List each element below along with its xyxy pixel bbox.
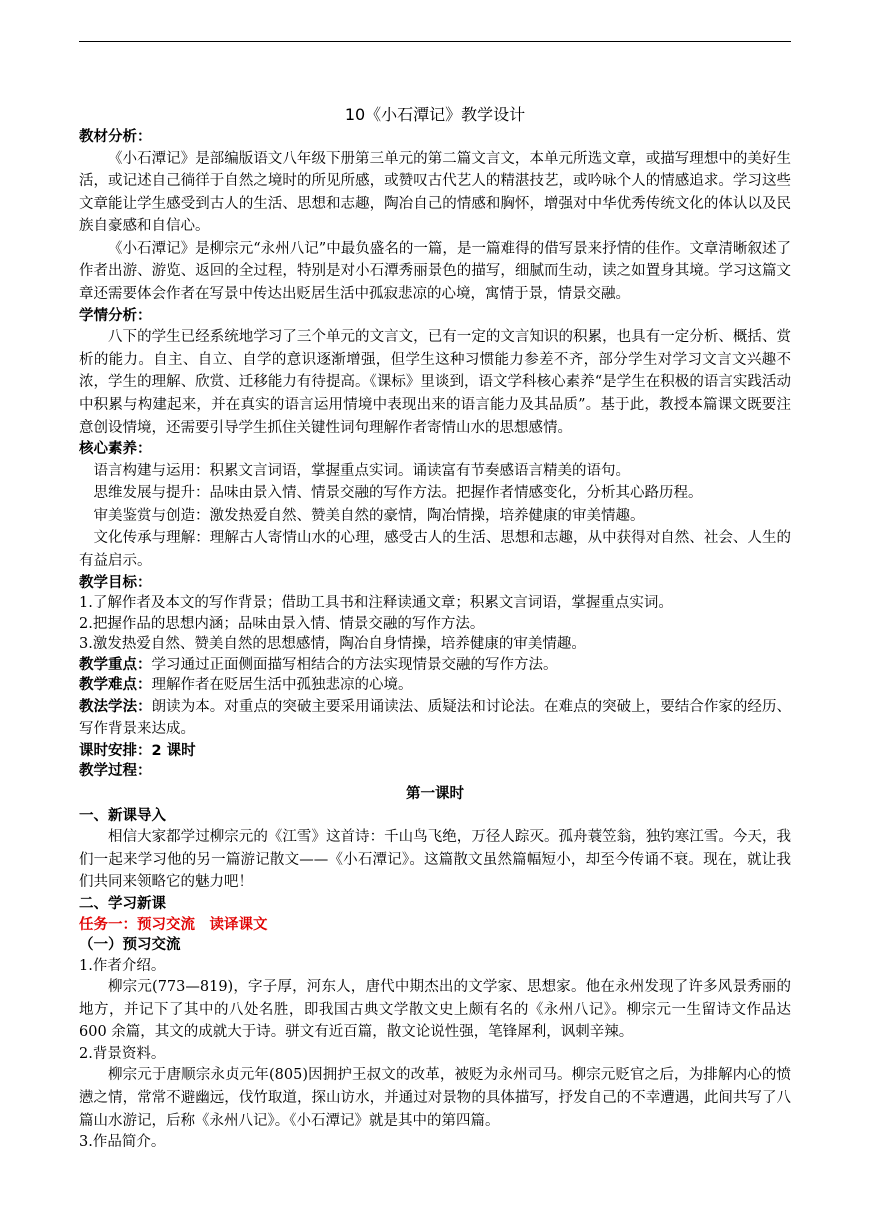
background-paragraph: 柳宗元于唐顺宗永贞元年(805)因拥护王叔文的改革，被贬为永州司马。柳宗元贬官之后，为排解内心的愤懑之情，常常不避幽远，伐竹取道，探山访水，并通过对景物的具体描写，抒发自己的不幸遭遇，此间共写了八篇山水游记，后称《永州八记》。《小石潭记》就是其中的第四篇。 bbox=[79, 1067, 791, 1129]
author-paragraph: 柳宗元(773—819)，字子厚，河东人，唐代中期杰出的文学家、思想家。他在永州发现了许多风景秀丽的地方，并记下了其中的八处名胜，即我国古典文学散文史上颇有名的《永州八记》。柳宗元一生留诗文作品达 600 余篇，其文的成就大于诗。骈文有近百篇，散文论说性强，笔锋犀利，讽刺辛辣。 bbox=[79, 979, 791, 1041]
intro-paragraph: 相信大家都学过柳宗元的《江雪》这首诗：千山鸟飞绝，万径人踪灭。孤舟蓑笠翁，独钓寒江雪。今天，我们一起来学习他的另一篇游记散文——《小石潭记》。这篇散文虽然篇幅短小，却至今传诵不衰。现在，就让我们共同来领略它的魅力吧！ bbox=[79, 829, 791, 891]
core-item-language: 语言构建与运用：积累文言词语，掌握重点实词。诵读富有节奏感语言精美的语句。 bbox=[93, 462, 630, 479]
hours-row bbox=[79, 741, 791, 762]
goal-item-1: 1.了解作者及本文的写作背景；借助工具书和注释读通文章；积累文言词语，掌握重点实词。 bbox=[79, 595, 673, 612]
lesson-1-heading: 第一课时 bbox=[406, 785, 464, 802]
key-point-text: 学习通过正面侧面描写相结合的方法实现情景交融的写作方法。 bbox=[151, 656, 558, 673]
goals-heading: 教学目标： bbox=[79, 574, 152, 591]
method-label: 教法学法： bbox=[79, 698, 152, 715]
students-heading: 学情分析： bbox=[79, 307, 152, 324]
materials-heading: 教材分析： bbox=[79, 129, 152, 145]
difficult-point-row bbox=[79, 675, 791, 696]
work-intro-label: 3.作品简介。 bbox=[79, 1134, 166, 1151]
materials-paragraph-2: 《小石潭记》是柳宗元“永州八记”中最负盛名的一篇，是一篇难得的借写景来抒情的佳作。文章清晰叙述了作者出游、游览、返回的全过程，特别是对小石潭秀丽景色的描写，细腻而生动，读之如置身其境。学习这篇文章还需要体会作者在写景中传达出贬居生活中孤寂悲凉的心境，寓情于景，情景交融。 bbox=[79, 240, 791, 303]
author-label: 1.作者介绍。 bbox=[79, 957, 166, 974]
core-item-thinking: 思维发展与提升：品味由景入情、情景交融的写作方法。把握作者情感变化，分析其心路历程。 bbox=[93, 485, 703, 502]
method-text: 朗读为本。对重点的突破主要采用诵读法、质疑法和讨论法。在难点的突破上，要结合作家的经历、写作背景来达成。 bbox=[79, 698, 791, 738]
header-rule bbox=[79, 41, 791, 42]
preview-heading: （一）预习交流 bbox=[79, 937, 181, 954]
hours-label: 课时安排： bbox=[79, 742, 152, 759]
intro-heading: 一、新课导入 bbox=[79, 807, 166, 824]
goal-item-3: 3.激发热爱自然、赞美自然的思想感情，陶冶自身情操，培养健康的审美情趣。 bbox=[79, 636, 586, 653]
background-label: 2.背景资料。 bbox=[79, 1045, 166, 1062]
document-body bbox=[79, 103, 791, 1153]
process-heading: 教学过程： bbox=[79, 763, 152, 780]
students-paragraph: 八下的学生已经系统地学习了三个单元的文言文，已有一定的文言知识的积累，也具有一定分析、概括、赏析的能力。自主、自立、自学的意识逐渐增强，但学生这种习惯能力参差不齐，部分学生对学习文言文兴趣不浓，学生的理解、欣赏、迁移能力有待提高。《课标》里谈到，语文学科核心素养“是学生在积极的语言实践活动中积累与构建起来，并在真实的语言运用情境中表现出来的语言能力及其品质”。基于此，教授本篇课文既要注意创设情境，还需要引导学生抓住关键性词句理解作者寄情山水的思想感情。 bbox=[79, 329, 791, 436]
difficult-point-text: 理解作者在贬居生活中孤独悲凉的心境。 bbox=[151, 677, 413, 694]
materials-paragraph-1: 《小石潭记》是部编版语文八年级下册第三单元的第二篇文言文，本单元所选文章，或描写理想中的美好生活，或记述自己徜徉于自然之境时的所见所感，或赞叹古代艺人的精湛技艺，或吟咏个人的情感追求。学习这些文章能让学生感受到古人的生活、思想和志趣，陶冶自己的情感和胸怀，增强对中华优秀传统文化的体认以及民族自豪感和自信心。 bbox=[79, 150, 791, 235]
new-lesson-heading: 二、学习新课 bbox=[79, 896, 166, 913]
hours-text: 2 课时 bbox=[151, 742, 196, 759]
core-item-aesthetics: 审美鉴赏与创造：激发热爱自然、赞美自然的豪情，陶冶情操，培养健康的审美情趣。 bbox=[93, 507, 645, 524]
task-1-heading: 任务一：预习交流 读译课文 bbox=[79, 916, 268, 933]
document-title: 10《小石潭记》教学设计 bbox=[344, 105, 526, 124]
core-heading: 核心素养： bbox=[79, 441, 152, 458]
goal-item-2: 2.把握作品的思想内涵；品味由景入情、情景交融的写作方法。 bbox=[79, 615, 485, 632]
key-point-row bbox=[79, 655, 791, 676]
core-item-culture: 文化传承与理解：理解古人寄情山水的心理，感受古人的生活、思想和志趣，从中获得对自然、社会、人生的有益启示。 bbox=[79, 530, 791, 569]
method-row bbox=[79, 696, 791, 741]
key-point-label: 教学重点： bbox=[79, 656, 152, 673]
difficult-point-label: 教学难点： bbox=[79, 677, 152, 694]
